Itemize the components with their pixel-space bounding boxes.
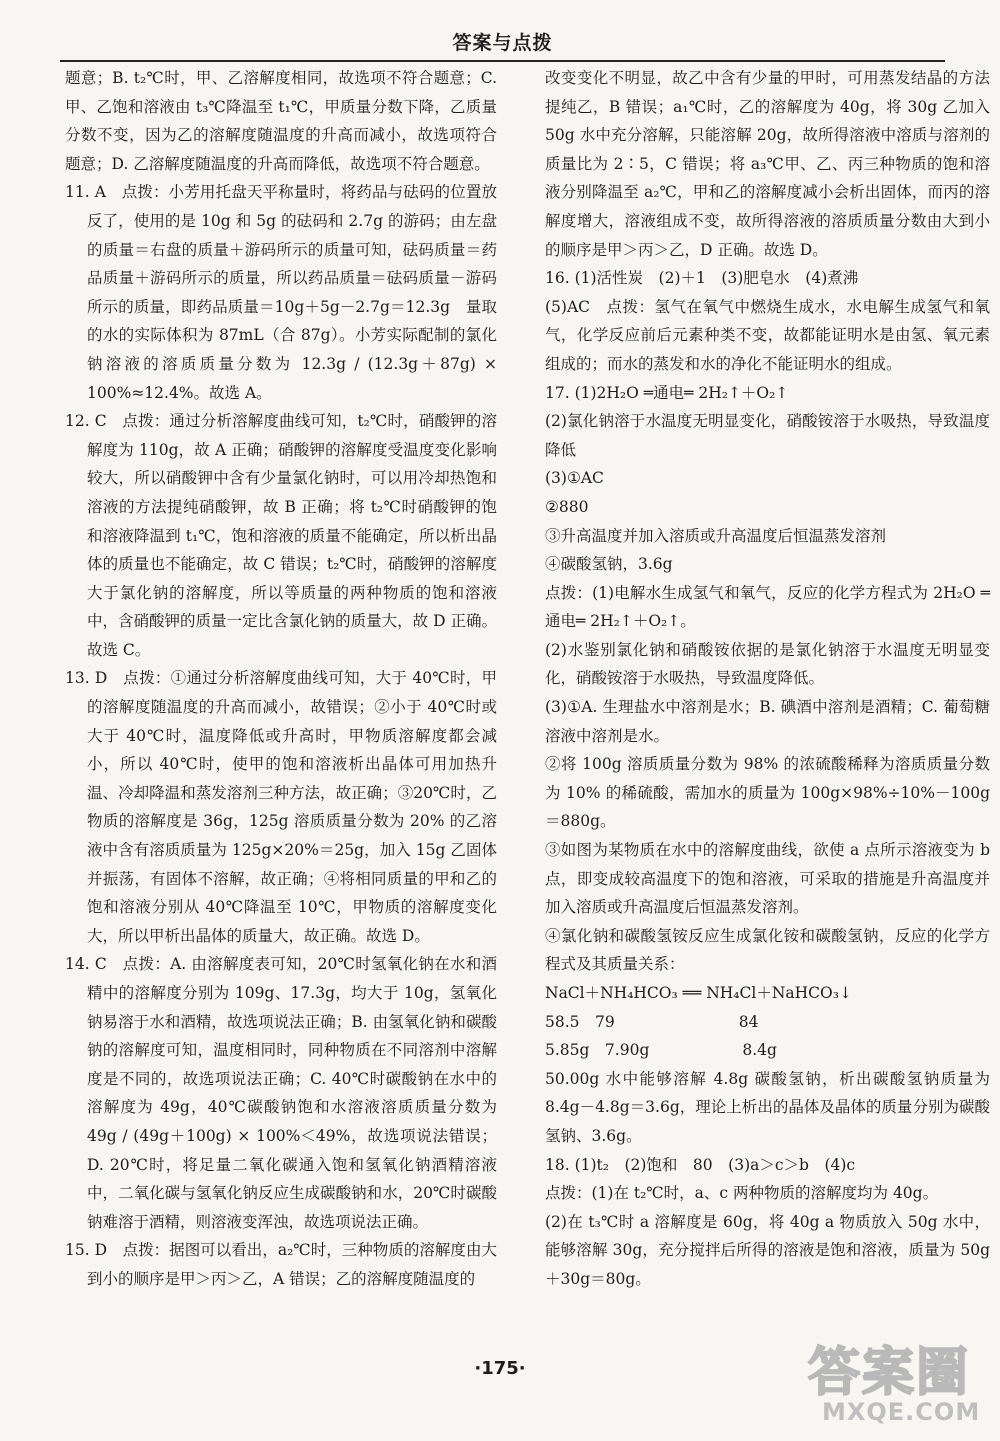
answer-12: 12. C 点拨：通过分析溶解度曲线可知，t₂℃时，硝酸钾的溶解度为 110g，故 A 正确；硝酸钾的溶解度受温度变化影响较大，所以硝酸钾中含有少量氯化钠时，可以用冷却热饱和溶液的方法提纯硝酸钾，故 B 正确；将 t₂℃时硝酸钾的饱和溶液降温到 t₁℃，饱和溶液的质量不能确定，所以析出晶体的质量也不能确定，故 C 错误；t₂℃时，硝酸钾的溶解度大于氯化钠的溶解度，所以等质量的两种物质的饱和溶液中，含硝酸钾的质量一定比含氯化钠的质量大，故 D 正确。故选 C。 xyxy=(65,412,497,659)
answer-18: 18. (1)t₂ (2)饱和 80 (3)a＞c＞b (4)c xyxy=(545,1155,856,1174)
mass-relation-2: 5.85g 7.90g 8.4g xyxy=(545,1041,777,1060)
chemical-equation: NaCl＋NH₄HCO₃ ══ NH₄Cl＋NaHCO₃↓ xyxy=(545,984,852,1002)
answer-17-part3-1: (3)①AC xyxy=(545,469,604,488)
answer-17-hint-1: 点拨：(1)电解水生成氢气和氧气，反应的化学方程式为 2H₂O ═通电═ 2H₂↑＋O₂↑。 xyxy=(545,583,990,631)
answer-17-part3-3: ③升高温度并加入溶质或升高温度后恒温蒸发溶剂 xyxy=(545,526,887,545)
answer-13: 13. D 点拨：①通过分析溶解度曲线可知，大于 40℃时，甲的溶解度随温度的升高而减小，故错误；②小于 40℃时或大于 40℃时，温度降低或升高时，甲物质溶解度都会减小，所以 40℃时，使甲的饱和溶液析出晶体可用加热升温、冷却降温和蒸发溶剂三种方法，故正确；③20℃时，乙物质的溶解度是 36g，125g 溶质质量分数为 20% 的乙溶液中含有溶质质量为 125g×20%＝25g，加入 15g 乙固体并振荡，有固体不溶解，故正确；④将相同质量的甲和乙的饱和溶液分别从 40℃降温至 10℃，甲物质的溶解度变化大，所以甲析出晶体的质量大，故正确。故选 D。 xyxy=(65,669,497,945)
watermark-site: MXQE.COM xyxy=(822,1398,981,1426)
answer-17-part3-2: ②880 xyxy=(545,497,589,516)
answer-17: 17. (1)2H₂O ═通电═ 2H₂↑＋O₂↑ xyxy=(545,383,789,402)
answer-15: 15. D 点拨：据图可以看出，a₂℃时，三种物质的溶解度由大到小的顺序是甲＞丙＞乙，A 错误；乙的溶解度随温度的 xyxy=(65,1241,497,1288)
watermark-logo xyxy=(800,1330,990,1430)
right-column xyxy=(545,64,990,1294)
answer-15-continued: 改变变化不明显，故乙中含有少量的甲时，可用蒸发结晶的方法提纯乙，B 错误；a₁℃时，乙的溶解度为 40g，将 30g 乙加入 50g 水中充分溶解，只能溶解 20g，故所得溶液中溶质与溶剂的质量比为 2∶5，C 错误；将 a₃℃甲、乙、丙三种物质的饱和溶液分别降温至 a₂℃，甲和乙的溶解度减小会析出固体，而丙的溶解度增大，溶液组成不变，故所得溶液的溶质质量分数由大到小的顺序是甲＞丙＞乙，D 正确。故选 D。 xyxy=(545,69,990,259)
watermark-logo-text: 答案圈 xyxy=(808,1343,971,1403)
page-header xyxy=(60,22,945,62)
answer-17-hint-6: ④氯化钠和碳酸氢铵反应生成氯化铵和碳酸氢钠，反应的化学方程式及其质量关系： xyxy=(545,926,990,974)
answer-17-hint-2: (2)水鉴别氯化钠和硝酸铵依据的是氯化钠溶于水温度无明显变化，硝酸铵溶于水吸热，导致温度降低。 xyxy=(545,640,990,688)
answer-17-hint-5: ③如图为某物质在水中的溶解度曲线，欲使 a 点所示溶液变为 b 点，即变成较高温度下的饱和溶液，可采取的措施是升高温度并加入溶质或升高温度后恒温蒸发溶剂。 xyxy=(545,841,990,917)
answer-18-hint-1: 点拨：(1)在 t₂℃时，a、c 两种物质的溶解度均为 40g。 xyxy=(545,1184,939,1203)
answer-17-hint-7: 50.00g 水中能够溶解 4.8g 碳酸氢钠，析出碳酸氢钠质量为 8.4g－4.8g＝3.6g，理论上析出的晶体及晶体的质量分别为碳酸氢钠、3.6g。 xyxy=(545,1069,990,1145)
answer-17-part3-4: ④碳酸氢钠，3.6g xyxy=(545,555,673,574)
answer-14: 14. C 点拨：A. 由溶解度表可知，20℃时氢氧化钠在水和酒精中的溶解度分别为 109g、17.3g，均大于 10g，氢氧化钠易溶于水和酒精，故选项说法正确；B. 由氢氧化钠和碳酸钠的溶解度可知，温度相同时，同种物质在不同溶剂中溶解度是不同的，故选项说法正确；C. 40℃时碳酸钠在水中的溶解度为 49g，40℃碳酸钠饱和水溶液溶质质量分数为 49g / (49g＋100g) × 100%＜49%，故选项说法错误；D. 20℃时，将足量二氧化碳通入饱和氢氧化钠酒精溶液中，二氧化碳与氢氧化钠反应生成碳酸钠和水，20℃时碳酸钠难溶于酒精，则溶液变浑浊，故选项说法正确。 xyxy=(65,955,497,1231)
page-number: ·175· xyxy=(474,1358,526,1379)
header-title: 答案与点拨 xyxy=(452,32,553,54)
answer-16: 16. (1)活性炭 (2)＋1 (3)肥皂水 (4)煮沸 xyxy=(545,269,859,288)
answer-17-hint-4: ②将 100g 溶质质量分数为 98% 的浓硫酸稀释为溶质质量分数为 10% 的稀硫酸，需加水的质量为 100g×98%÷10%－100g＝880g。 xyxy=(545,755,990,831)
mass-relation-1: 58.5 79 84 xyxy=(545,1012,759,1031)
answer-17-part2: (2)氯化钠溶于水温度无明显变化，硝酸铵溶于水吸热，导致温度降低 xyxy=(545,412,990,459)
answer-18-hint-2: (2)在 t₃℃时 a 溶解度是 60g，将 40g a 物质放入 50g 水中，能够溶解 30g，充分搅拌后所得的溶液是饱和溶液，质量为 50g＋30g＝80g。 xyxy=(545,1212,990,1288)
left-column xyxy=(65,64,497,1294)
answer-11: 11. A 点拨：小芳用托盘天平称量时，将药品与砝码的位置放反了，使用的是 10g 和 5g 的砝码和 2.7g 的游码；由左盘的质量＝右盘的质量＋游码所示的质量可知，砝码质量＝药品质量＋游码所示的质量，所以药品质量＝砝码质量－游码所示的质量，即药品质量＝10g＋5g－2.7g＝12.3g 量取的水的实际体积为 87mL（合 87g）。小芳实际配制的氯化钠溶液的溶质质量分数为 12.3g / (12.3g＋87g) × 100%≈12.4%。故选 A。 xyxy=(65,183,497,402)
answer-10-continued: 题意；B. t₂℃时，甲、乙溶解度相同，故选项不符合题意；C. 甲、乙饱和溶液由 t₃℃降温至 t₁℃，甲质量分数下降，乙质量分数不变，因为乙的溶解度随温度的升高而减小，故选项符合题意；D. 乙溶解度随温度的升高而降低，故选项不符合题意。 xyxy=(65,69,497,173)
answer-16-hint: (5)AC 点拨：氢气在氧气中燃烧生成水，水电解生成氢气和氧气，化学反应前后元素种类不变，故都能证明水是由氢、氧元素组成的；而水的蒸发和水的净化不能证明水的组成。 xyxy=(545,297,990,373)
answer-17-hint-3: (3)①A. 生理盐水中溶剂是水；B. 碘酒中溶剂是酒精；C. 葡萄糖溶液中溶剂是水。 xyxy=(545,698,990,745)
